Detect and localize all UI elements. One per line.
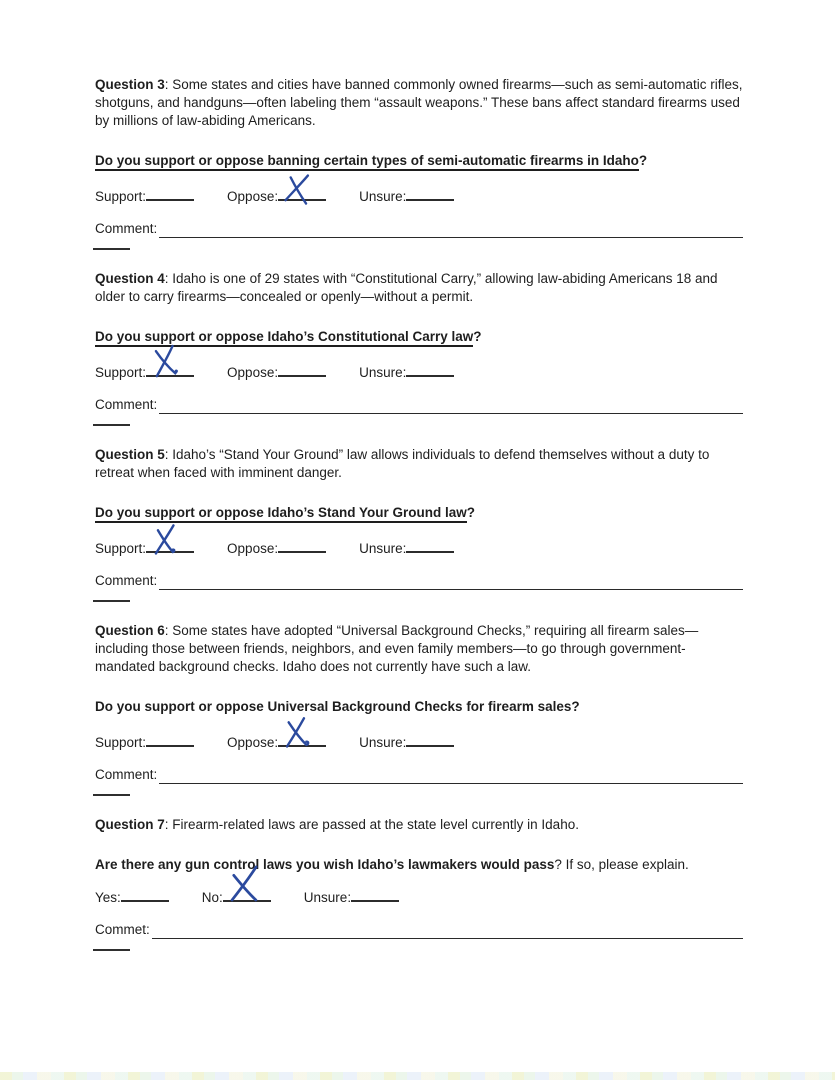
question-4-prompt: Do you support or oppose Idaho’s Constitutional Carry law?	[95, 328, 743, 346]
stub-line	[93, 424, 130, 426]
comment-label: Comment:	[95, 221, 158, 236]
comment-line	[159, 400, 743, 414]
question-4-options-row	[95, 362, 743, 382]
option-oppose: Oppose:	[227, 540, 326, 558]
stub-line	[93, 600, 130, 602]
question-7-options-row	[95, 887, 743, 907]
survey-content	[95, 76, 743, 971]
question-3-options-row	[95, 186, 743, 206]
answer-blank-oppose	[278, 364, 326, 377]
question-3-body: : Some states and cities have banned commonly owned firearms—such as semi-automatic rifles, shotguns, and handguns—often labeling them “assault weapons.” These bans affect standard firearms used by millions of law-abiding Americans.	[95, 77, 743, 128]
question-3-block	[95, 76, 743, 250]
answer-blank-no	[223, 889, 271, 902]
option-support: Support:	[95, 364, 194, 382]
question-7-prompt: Are there any gun control laws you wish Idaho’s lawmakers would pass? If so, please explain.	[95, 857, 689, 872]
comment-label: Comment:	[95, 397, 158, 412]
option-yes: Yes:	[95, 889, 169, 907]
answer-blank-unsure	[406, 734, 454, 747]
x-mark-icon	[150, 522, 181, 556]
comment-line	[159, 224, 743, 238]
option-support: Support:	[95, 540, 194, 558]
question-4-intro	[95, 270, 743, 306]
question-6-comment-row	[95, 766, 743, 784]
answer-blank-support	[146, 364, 194, 377]
answer-blank-support	[146, 540, 194, 553]
question-7-number: Question 7	[95, 817, 165, 832]
question-5-prompt: Do you support or oppose Idaho’s Stand Your Ground law?	[95, 504, 743, 522]
option-unsure: Unsure:	[359, 188, 454, 206]
x-mark-icon	[281, 170, 314, 205]
option-no: No:	[202, 889, 271, 907]
question-7-comment-row	[95, 921, 743, 939]
question-6-prompt: Do you support or oppose Universal Background Checks for firearm sales?	[95, 699, 580, 714]
answer-blank-yes	[121, 889, 169, 902]
question-5-block	[95, 446, 743, 602]
x-mark-icon	[150, 342, 181, 380]
question-3-prompt: Do you support or oppose banning certain types of semi-automatic firearms in Idaho?	[95, 152, 743, 170]
answer-blank-support	[146, 188, 194, 201]
answer-blank-unsure	[406, 188, 454, 201]
option-support: Support:	[95, 188, 194, 206]
question-5-body: : Idaho’s “Stand Your Ground” law allows individuals to defend themselves without a duty to retreat when faced with imminent danger.	[95, 447, 710, 480]
option-oppose: Oppose:	[227, 364, 326, 382]
question-7-intro	[95, 816, 743, 834]
question-4-comment-row	[95, 396, 743, 414]
option-unsure: Unsure:	[359, 364, 454, 382]
question-5-comment-row	[95, 572, 743, 590]
answer-blank-oppose	[278, 188, 326, 201]
answer-blank-oppose	[278, 734, 326, 747]
x-mark-icon	[227, 863, 261, 904]
option-unsure: Unsure:	[359, 540, 454, 558]
comment-label: Comment:	[95, 767, 158, 782]
question-5-options-row	[95, 538, 743, 558]
stub-line	[93, 949, 130, 951]
comment-label: Commet:	[95, 922, 150, 937]
question-3-number: Question 3	[95, 77, 165, 92]
question-7-body: : Firearm-related laws are passed at the state level currently in Idaho.	[164, 817, 579, 832]
question-5-number: Question 5	[95, 447, 165, 462]
question-7-block	[95, 816, 743, 951]
answer-blank-unsure	[406, 540, 454, 553]
question-4-block	[95, 270, 743, 426]
question-6-intro	[95, 622, 743, 676]
answer-blank-unsure	[351, 889, 399, 902]
answer-blank-unsure	[406, 364, 454, 377]
answer-blank-support	[146, 734, 194, 747]
answer-blank-oppose	[278, 540, 326, 553]
comment-line	[159, 576, 743, 590]
question-6-options-row	[95, 732, 743, 752]
comment-line	[159, 770, 743, 784]
stub-line	[93, 248, 130, 250]
option-oppose: Oppose:	[227, 734, 326, 752]
question-4-number: Question 4	[95, 271, 165, 286]
option-support: Support:	[95, 734, 194, 752]
option-unsure: Unsure:	[304, 889, 399, 907]
question-5-intro	[95, 446, 743, 482]
option-oppose: Oppose:	[227, 188, 326, 206]
comment-label: Comment:	[95, 573, 158, 588]
question-6-body: : Some states have adopted “Universal Background Checks,” requiring all firearm sales—including those between friends, neighbors, and even family members—to go through government-mandated background checks. Idaho does not currently have such a law.	[95, 623, 699, 674]
x-mark-icon	[283, 715, 312, 749]
question-3-comment-row	[95, 220, 743, 238]
question-4-body: : Idaho is one of 29 states with “Constitutional Carry,” allowing law-abiding Americans 18 and older to carry firearms—concealed or openly—without a permit.	[95, 271, 718, 304]
scan-artifact-strip	[0, 1072, 835, 1080]
stub-line	[93, 794, 130, 796]
question-3-intro	[95, 76, 743, 130]
comment-line	[152, 925, 743, 939]
option-unsure: Unsure:	[359, 734, 454, 752]
question-6-number: Question 6	[95, 623, 165, 638]
question-6-block	[95, 622, 743, 796]
